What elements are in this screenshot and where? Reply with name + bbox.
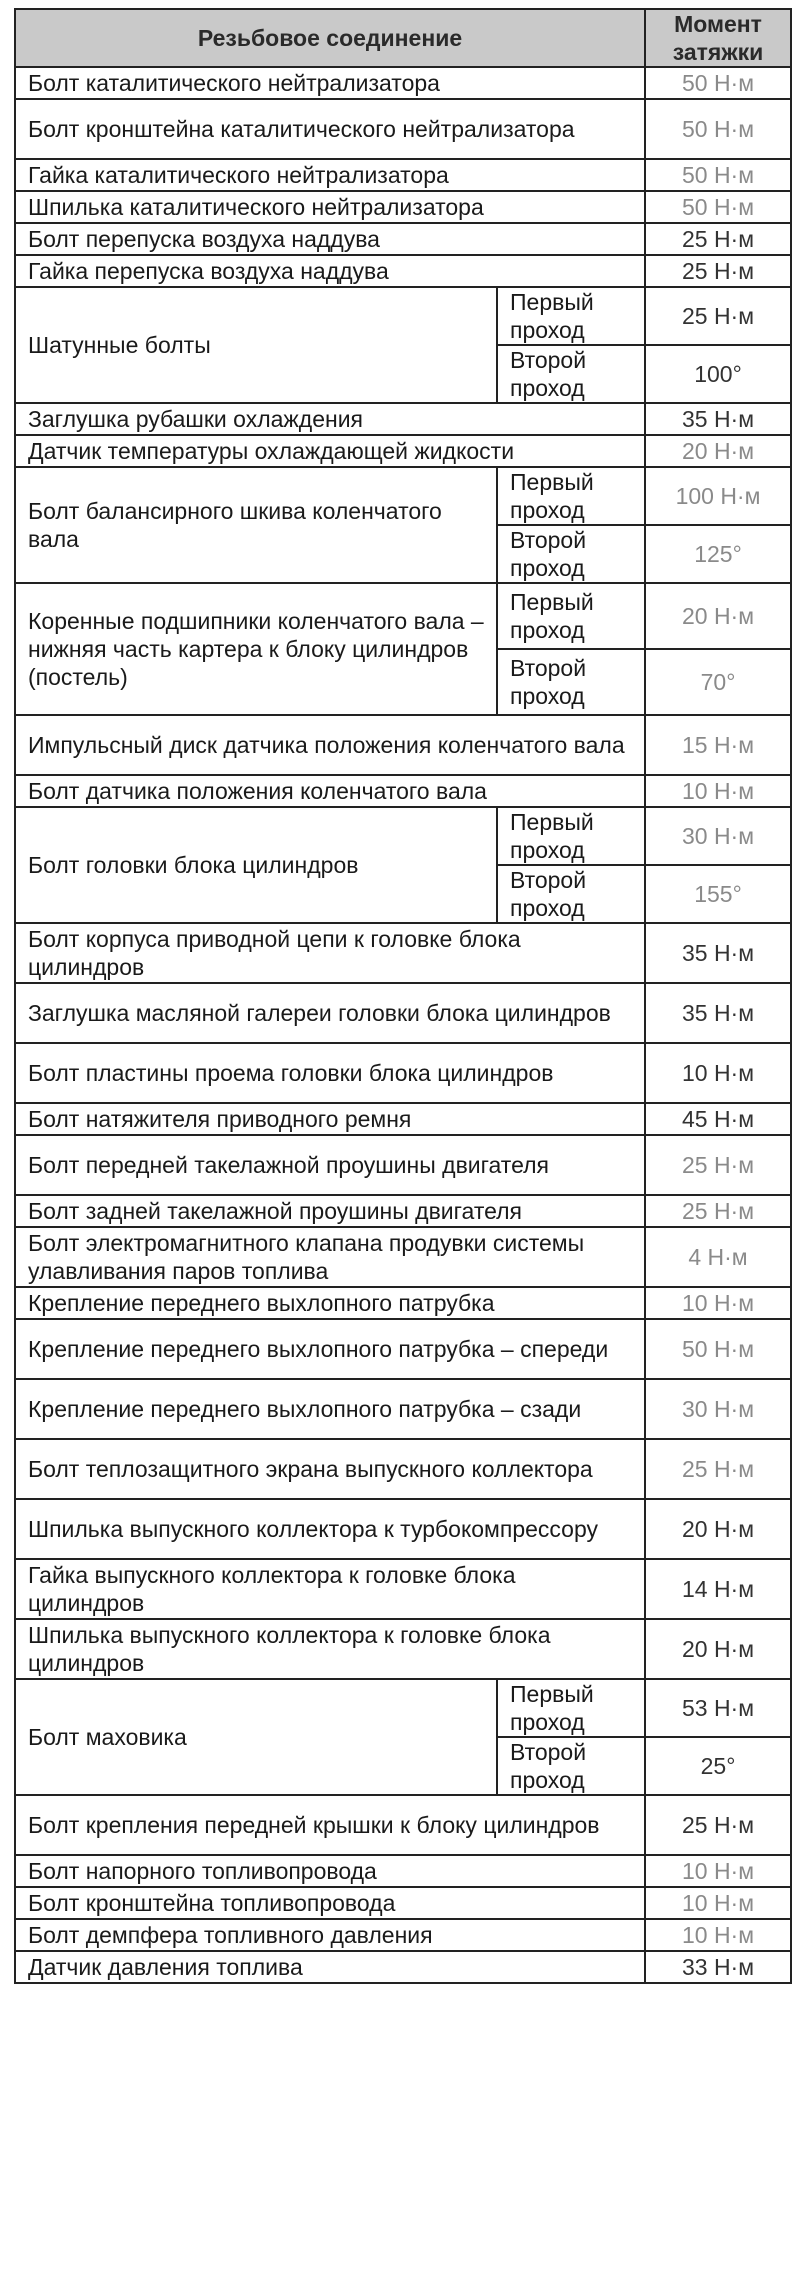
table-row: [15, 99, 791, 159]
table-row: [15, 583, 791, 649]
torque-value: 35 Н·м: [645, 403, 791, 435]
connection-name: Болт головки блока цилиндров: [15, 807, 497, 923]
torque-value: 10 Н·м: [645, 1287, 791, 1319]
table-row: [15, 191, 791, 223]
table-row: [15, 223, 791, 255]
table-row: [15, 1103, 791, 1135]
connection-name: Крепление переднего выхлопного патрубка: [15, 1287, 645, 1319]
connection-name: Заглушка масляной галереи головки блока цилиндров: [15, 983, 645, 1043]
connection-name: Датчик давления топлива: [15, 1951, 645, 1983]
connection-name: Гайка перепуска воздуха наддува: [15, 255, 645, 287]
table-row: [15, 923, 791, 983]
table-row: [15, 287, 791, 345]
pass-label: Первый проход: [497, 807, 645, 865]
torque-value: 50 Н·м: [645, 67, 791, 99]
connection-name: Болт натяжителя приводного ремня: [15, 1103, 645, 1135]
torque-value: 30 Н·м: [645, 1379, 791, 1439]
table-row: [15, 1619, 791, 1679]
torque-value: 10 Н·м: [645, 1043, 791, 1103]
table-row: [15, 1439, 791, 1499]
table-header-row: [15, 9, 791, 67]
table-row: [15, 67, 791, 99]
torque-value: 100°: [645, 345, 791, 403]
torque-value: 25 Н·м: [645, 223, 791, 255]
connection-name: Болт балансирного шкива коленчатого вала: [15, 467, 497, 583]
torque-value: 155°: [645, 865, 791, 923]
connection-name: Болт корпуса приводной цепи к головке блока цилиндров: [15, 923, 645, 983]
torque-value: 50 Н·м: [645, 191, 791, 223]
torque-value: 10 Н·м: [645, 1887, 791, 1919]
connection-name: Гайка каталитического нейтрализатора: [15, 159, 645, 191]
connection-name: Болт датчика положения коленчатого вала: [15, 775, 645, 807]
table-row: [15, 983, 791, 1043]
table-row: [15, 1195, 791, 1227]
table-row: [15, 255, 791, 287]
connection-name: Болт передней такелажной проушины двигателя: [15, 1135, 645, 1195]
torque-value: 25 Н·м: [645, 287, 791, 345]
header-connection: Резьбовое соединение: [15, 9, 645, 67]
pass-label: Второй проход: [497, 649, 645, 715]
torque-value: 20 Н·м: [645, 1619, 791, 1679]
torque-value: 45 Н·м: [645, 1103, 791, 1135]
table-row: [15, 775, 791, 807]
connection-name: Болт перепуска воздуха наддува: [15, 223, 645, 255]
torque-value: 15 Н·м: [645, 715, 791, 775]
connection-name: Датчик температуры охлаждающей жидкости: [15, 435, 645, 467]
connection-name: Болт напорного топливопровода: [15, 1855, 645, 1887]
table-row: [15, 1919, 791, 1951]
table-row: [15, 715, 791, 775]
table-row: [15, 1795, 791, 1855]
table-body: [15, 67, 791, 1983]
connection-name: Гайка выпускного коллектора к головке блока цилиндров: [15, 1559, 645, 1619]
torque-value: 25°: [645, 1737, 791, 1795]
connection-name: Болт кронштейна каталитического нейтрализатора: [15, 99, 645, 159]
table-row: [15, 1043, 791, 1103]
connection-name: Болт задней такелажной проушины двигателя: [15, 1195, 645, 1227]
table-row: [15, 403, 791, 435]
table-row: [15, 467, 791, 525]
connection-name: Болт теплозащитного экрана выпускного коллектора: [15, 1439, 645, 1499]
torque-value: 10 Н·м: [645, 1855, 791, 1887]
torque-value: 125°: [645, 525, 791, 583]
connection-name: Болт каталитического нейтрализатора: [15, 67, 645, 99]
torque-value: 10 Н·м: [645, 1919, 791, 1951]
connection-name: Заглушка рубашки охлаждения: [15, 403, 645, 435]
pass-label: Первый проход: [497, 287, 645, 345]
torque-value: 14 Н·м: [645, 1559, 791, 1619]
torque-value: 20 Н·м: [645, 583, 791, 649]
pass-label: Второй проход: [497, 1737, 645, 1795]
pass-label: Второй проход: [497, 865, 645, 923]
connection-name: Болт электромагнитного клапана продувки системы улавливания паров топлива: [15, 1227, 645, 1287]
connection-name: Болт маховика: [15, 1679, 497, 1795]
connection-name: Крепление переднего выхлопного патрубка – спереди: [15, 1319, 645, 1379]
pass-label: Второй проход: [497, 525, 645, 583]
torque-value: 10 Н·м: [645, 775, 791, 807]
connection-name: Болт крепления передней крышки к блоку цилиндров: [15, 1795, 645, 1855]
torque-value: 33 Н·м: [645, 1951, 791, 1983]
table-row: [15, 1135, 791, 1195]
table-row: [15, 1227, 791, 1287]
connection-name: Болт кронштейна топливопровода: [15, 1887, 645, 1919]
torque-value: 30 Н·м: [645, 807, 791, 865]
table-row: [15, 1379, 791, 1439]
torque-value: 25 Н·м: [645, 1135, 791, 1195]
table-row: [15, 1499, 791, 1559]
table-row: [15, 1559, 791, 1619]
connection-name: Шпилька каталитического нейтрализатора: [15, 191, 645, 223]
connection-name: Коренные подшипники коленчатого вала – нижняя часть картера к блоку цилиндров (постель): [15, 583, 497, 715]
header-torque: Момент затяжки: [645, 9, 791, 67]
connection-name: Крепление переднего выхлопного патрубка – сзади: [15, 1379, 645, 1439]
table-row: [15, 1855, 791, 1887]
torque-value: 4 Н·м: [645, 1227, 791, 1287]
torque-value: 35 Н·м: [645, 983, 791, 1043]
table-row: [15, 1679, 791, 1737]
torque-value: 100 Н·м: [645, 467, 791, 525]
torque-value: 25 Н·м: [645, 1795, 791, 1855]
table-row: [15, 159, 791, 191]
table-row: [15, 1887, 791, 1919]
torque-value: 25 Н·м: [645, 1195, 791, 1227]
connection-name: Болт демпфера топливного давления: [15, 1919, 645, 1951]
torque-value: 50 Н·м: [645, 99, 791, 159]
connection-name: Импульсный диск датчика положения коленчатого вала: [15, 715, 645, 775]
connection-name: Шпилька выпускного коллектора к турбокомпрессору: [15, 1499, 645, 1559]
pass-label: Первый проход: [497, 583, 645, 649]
torque-value: 20 Н·м: [645, 1499, 791, 1559]
table-row: [15, 435, 791, 467]
connection-name: Шпилька выпускного коллектора к головке блока цилиндров: [15, 1619, 645, 1679]
pass-label: Второй проход: [497, 345, 645, 403]
torque-value: 70°: [645, 649, 791, 715]
pass-label: Первый проход: [497, 1679, 645, 1737]
torque-value: 53 Н·м: [645, 1679, 791, 1737]
torque-value: 50 Н·м: [645, 159, 791, 191]
torque-value: 35 Н·м: [645, 923, 791, 983]
torque-value: 25 Н·м: [645, 1439, 791, 1499]
table-row: [15, 1951, 791, 1983]
table-row: [15, 1319, 791, 1379]
connection-name: Болт пластины проема головки блока цилиндров: [15, 1043, 645, 1103]
pass-label: Первый проход: [497, 467, 645, 525]
torque-table: [14, 8, 792, 1984]
connection-name: Шатунные болты: [15, 287, 497, 403]
table-row: [15, 807, 791, 865]
torque-value: 25 Н·м: [645, 255, 791, 287]
table-row: [15, 1287, 791, 1319]
torque-value: 20 Н·м: [645, 435, 791, 467]
torque-value: 50 Н·м: [645, 1319, 791, 1379]
